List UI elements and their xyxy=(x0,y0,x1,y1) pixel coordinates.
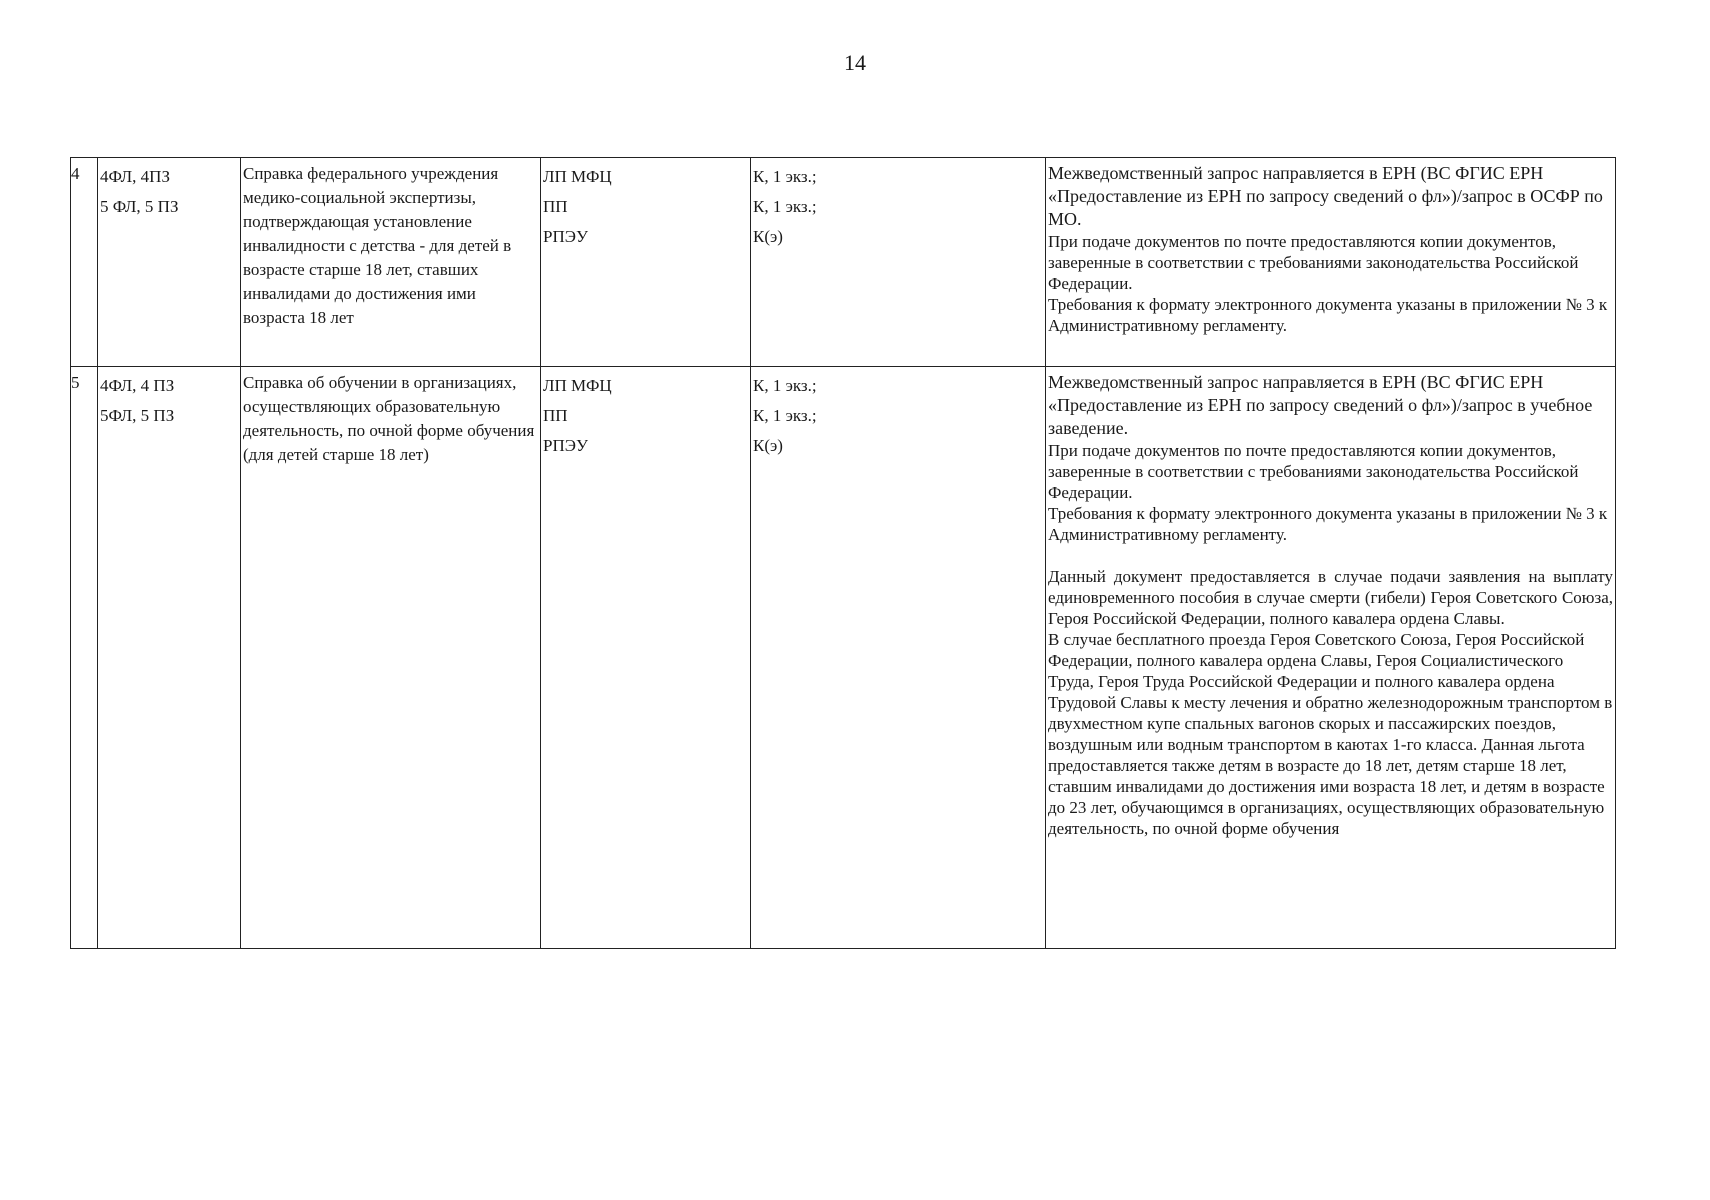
row-number: 5 xyxy=(71,367,98,949)
submission-method-cell xyxy=(541,158,751,367)
note-paragraph: При подаче документов по почте предоставляются копии документов, заверенные в соответствии с требованиями законодательства Российской Федерации. xyxy=(1048,232,1579,293)
note-paragraph: Данный документ предоставляется в случае подачи заявления на выплату единовременного пособия в случае смерти (гибели) Героя Советского Союза, Героя Российской Федерации, полного кавалера ордена Славы. xyxy=(1048,567,1613,628)
submission-method: ЛП МФЦ xyxy=(543,376,612,395)
note-paragraph: Требования к формату электронного документа указаны в приложении № 3 к Административному регламенту. xyxy=(1048,504,1608,544)
document-form: К(э) xyxy=(753,436,783,455)
applicant-code: 4ФЛ, 4ПЗ xyxy=(100,167,170,186)
submission-method: ПП xyxy=(543,197,568,216)
document-form: К, 1 экз.; xyxy=(753,376,817,395)
document-name: Справка федерального учреждения медико-социальной экспертизы, подтверждающая установление инвалидности с детства - для детей в возрасте старше 18 лет, ставших инвалидами до достижения ими возраста 18 лет xyxy=(243,164,512,327)
note-paragraph: В случае бесплатного проезда Героя Советского Союза, Героя Российской Федерации, полного кавалера ордена Славы, Героя Социалистического Труда, Героя Труда Российской Федерации и полного кавалера ордена Трудовой Славы к месту лечения и обратно железнодорожным транспортом в двухместном купе спальных вагонов скорых и пассажирских поездов, воздушным или водным транспортом в каютах 1-го класса. Данная льгота предоставляется также детям в возрасте до 18 лет, детям старше 18 лет, ставшим инвалидами до достижения ими возраста 18 лет, и детям в возрасте до 23 лет, обучающимся в организациях, осуществляющих образовательную деятельность, по очной форме обучения xyxy=(1048,630,1613,838)
document-name-cell xyxy=(241,158,541,367)
document-form-cell xyxy=(751,158,1046,367)
document-name-cell xyxy=(241,367,541,949)
table-row xyxy=(71,158,1616,367)
submission-method: РПЭУ xyxy=(543,227,588,246)
applicant-code: 5 ФЛ, 5 ПЗ xyxy=(100,197,179,216)
page-number: 14 xyxy=(844,50,866,75)
applicant-code: 5ФЛ, 5 ПЗ xyxy=(100,406,175,425)
documents-table-wrapper xyxy=(70,157,1615,949)
document-name: Справка об обучении в организациях, осуществляющих образовательную деятельность, по очной форме обучения (для детей старше 18 лет) xyxy=(243,373,535,464)
paragraph-spacer xyxy=(1048,545,1613,566)
applicant-codes-cell xyxy=(98,367,241,949)
notes-cell xyxy=(1046,367,1616,949)
document-form: К, 1 экз.; xyxy=(753,167,817,186)
applicant-codes-cell xyxy=(98,158,241,367)
document-form: К, 1 экз.; xyxy=(753,197,817,216)
note-paragraph: Межведомственный запрос направляется в ЕРН (ВС ФГИС ЕРН «Предоставление из ЕРН по запросу сведений о фл»)/запрос в учебное заведение. xyxy=(1048,372,1593,438)
submission-method: РПЭУ xyxy=(543,436,588,455)
submission-method-cell xyxy=(541,367,751,949)
documents-table xyxy=(70,157,1616,949)
note-paragraph: При подаче документов по почте предоставляются копии документов, заверенные в соответствии с требованиями законодательства Российской Федерации. xyxy=(1048,441,1579,502)
document-form: К(э) xyxy=(753,227,783,246)
row-number: 4 xyxy=(71,158,98,367)
notes-cell xyxy=(1046,158,1616,367)
note-paragraph: Требования к формату электронного документа указаны в приложении № 3 к Административному регламенту. xyxy=(1048,295,1608,335)
document-form: К, 1 экз.; xyxy=(753,406,817,425)
document-form-cell xyxy=(751,367,1046,949)
submission-method: ПП xyxy=(543,406,568,425)
table-row xyxy=(71,367,1616,949)
submission-method: ЛП МФЦ xyxy=(543,167,612,186)
note-paragraph: Межведомственный запрос направляется в ЕРН (ВС ФГИС ЕРН «Предоставление из ЕРН по запросу сведений о фл»)/запрос в ОСФР по МО. xyxy=(1048,163,1603,229)
applicant-code: 4ФЛ, 4 ПЗ xyxy=(100,376,175,395)
